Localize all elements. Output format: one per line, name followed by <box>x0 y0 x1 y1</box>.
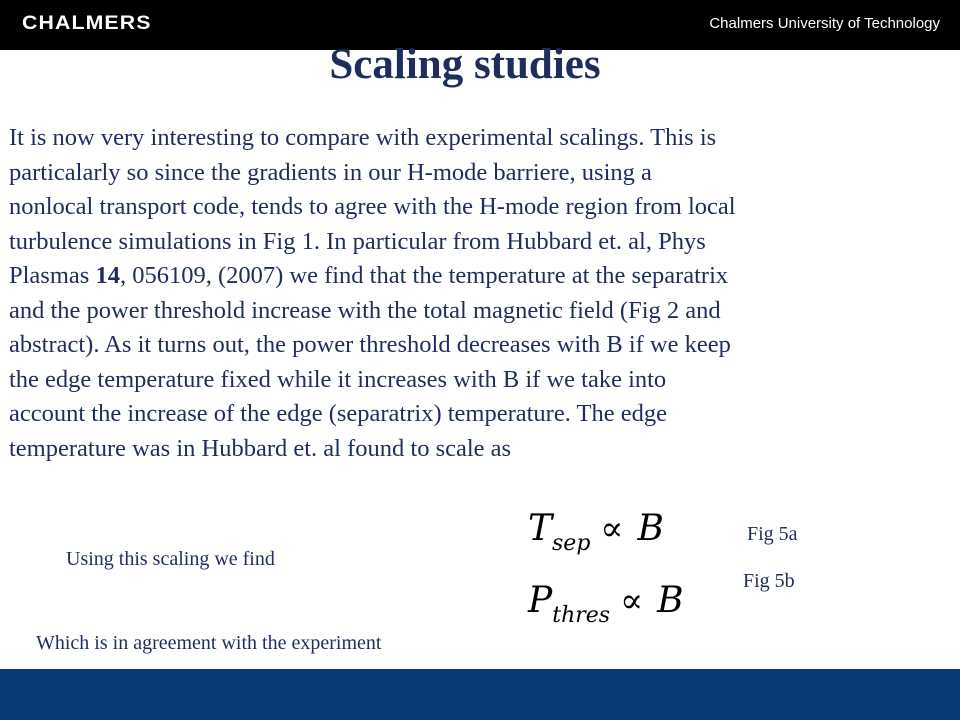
citation-volume: 14 <box>95 262 120 289</box>
citation-suffix: , 056109, (2007) we find that the temperature at the separatrix <box>119 262 729 289</box>
body-line: abstract). As it turns out, the power threshold decreases with B if we keep <box>9 331 731 358</box>
slide-title: Scaling studies <box>329 41 601 88</box>
body-paragraph <box>9 121 959 466</box>
agreement-text: Which is in agreement with the experiment <box>36 632 382 654</box>
formula-pthres <box>528 580 684 628</box>
citation-prefix: Plasmas <box>9 262 96 289</box>
formula-tsep-subscript: sep <box>552 531 591 556</box>
chalmers-logo: CHALMERS <box>22 13 152 34</box>
formula-pthres-rhs: B <box>657 580 684 621</box>
footer-bar <box>0 669 960 720</box>
body-line: temperature was in Hubbard et. al found to scale as <box>9 434 512 462</box>
proportional-operator: ∝ <box>620 581 644 621</box>
body-line: and the power threshold increase with the total magnetic field (Fig 2 and <box>9 296 721 324</box>
using-scaling-text: Using this scaling we find <box>66 548 275 570</box>
body-line: It is now very interesting to compare with experimental scalings. This is <box>9 124 717 151</box>
university-name: Chalmers University of Technology <box>709 15 940 32</box>
fig-5b-label: Fig 5b <box>743 570 795 592</box>
body-line: account the increase of the edge (separatrix) temperature. The edge <box>9 400 667 427</box>
fig-5a-label: Fig 5a <box>747 523 798 545</box>
formula-tsep-symbol: T <box>528 508 553 549</box>
body-line: turbulence simulations in Fig 1. In particular from Hubbard et. al, Phys <box>9 227 706 255</box>
proportional-operator: ∝ <box>600 509 624 549</box>
body-line: nonlocal transport code, tends to agree with the H-mode region from local <box>9 193 736 220</box>
body-line: the edge temperature fixed while it increases with B if we take into <box>9 365 667 393</box>
body-line-citation <box>9 259 959 294</box>
formula-tsep-rhs: B <box>637 508 664 549</box>
formula-pthres-symbol: P <box>528 580 553 621</box>
formula-tsep <box>528 508 664 556</box>
formula-pthres-subscript: thres <box>552 603 611 628</box>
body-line: particalarly so since the gradients in our H-mode barriere, using a <box>9 158 652 186</box>
